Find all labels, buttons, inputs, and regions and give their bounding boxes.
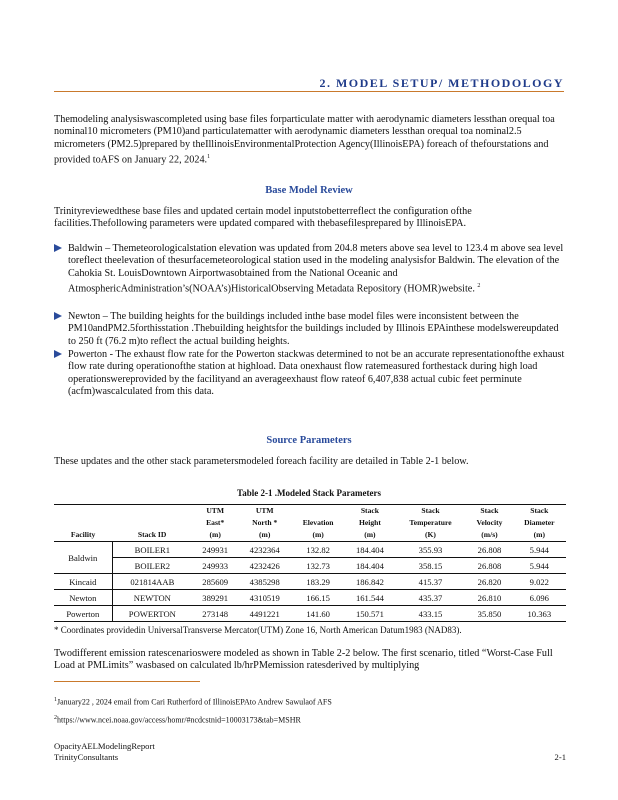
- bullet-powerton: [54, 349, 566, 398]
- table-cell: 273148: [192, 606, 238, 622]
- table-cell: 26.820: [466, 574, 512, 590]
- intro-text: Themodeling analysiswascompleted using base files forparticulate matter with aerodynamic diameters lessthan orequal toa nominal10 micrometers (PM10)and particulatematter with aerodynamic diameters lessthan orequal toa nominal2.5 micrometers (PM2.5)prepared by theIllinoisEnvironmentalProtection Agency(IllinoisEPA) foreach of thefourstations and provided toAFS on January 22, 2024.: [54, 114, 555, 166]
- base-model-review-text: Trinityreviewedthese base files and updated certain model inputstobetterreflect the configuration ofthe facilities.Thefollowing parameters were updated compared with thebasefilesprepared by IllinoisEPA.: [54, 206, 472, 230]
- header-cell: Velocity: [476, 518, 503, 527]
- table-cell: 6.096: [513, 590, 566, 606]
- table-row: [54, 606, 566, 622]
- header-cell: UTM: [192, 505, 238, 518]
- header-cell: [54, 505, 112, 518]
- table-cell: 4385298: [238, 574, 291, 590]
- header-cell: Facility: [54, 529, 112, 542]
- header-cell: Stack: [395, 505, 467, 518]
- table-cell: 021814AAB: [112, 574, 192, 590]
- intro-paragraph: [54, 114, 566, 167]
- facility-cell: Baldwin: [54, 542, 112, 574]
- header-cell: [112, 517, 192, 529]
- footer-report-name: OpacityAELModelingReport: [54, 741, 155, 751]
- footer-company: TrinityConsultants: [54, 752, 119, 762]
- header-cell: North *: [252, 518, 278, 527]
- table-cell: 132.73: [291, 558, 345, 574]
- table-cell: 9.022: [513, 574, 566, 590]
- bullet-newton: [54, 311, 566, 348]
- footnote-text: January22 , 2024 email from Cari Rutherford of IllinoisEPAto Andrew Sawulaof AFS: [57, 697, 332, 707]
- header-cell: Temperature: [409, 518, 452, 527]
- footnote-2: [54, 715, 301, 725]
- header-cell: Diameter: [524, 518, 555, 527]
- table-cell: 355.93: [395, 542, 467, 558]
- header-cell: Stack ID: [112, 529, 192, 542]
- table-row: [54, 590, 566, 606]
- table-cell: BOILER2: [112, 558, 192, 574]
- table-cell: 186.842: [345, 574, 395, 590]
- header-cell: East*: [206, 518, 225, 527]
- section-heading: 2. MODEL SETUP/ METHODOLOGY: [319, 76, 564, 90]
- closing-paragraph: Twodifferent emission ratescenarioswere modeled as shown in Table 2-2 below. The first scenario, titled “Worst-Case Full Load at PMLimits” wasbased on calculated lb/hrPMemission ratesderived by multiplying: [54, 648, 553, 672]
- header-cell: UTM: [238, 505, 291, 518]
- table-cell: NEWTON: [112, 590, 192, 606]
- table-cell: 184.404: [345, 558, 395, 574]
- footnote-number: 2: [54, 715, 57, 721]
- table-cell: 389291: [192, 590, 238, 606]
- footnote-1: [54, 697, 332, 707]
- header-cell: (m): [238, 529, 291, 542]
- header-cell: Stack: [513, 505, 566, 518]
- table-cell: 132.82: [291, 542, 345, 558]
- footnote-ref-2: 2: [477, 282, 481, 289]
- header-cell: (m): [291, 529, 345, 542]
- bullet-text: Newton – The building heights for the buildings included inthe base model files were inconsistent between the PM10andPM2.5forthisstation .Thebuilding heightsfor the buildings included by Illinois EPAinthese modelswereupdated to 250 ft (76.2 m)to reflect the actual building heights.: [68, 311, 559, 347]
- table-cell: 249933: [192, 558, 238, 574]
- arrow-bullet-icon: [54, 350, 62, 358]
- header-cell: (m): [345, 529, 395, 542]
- table-cell: 141.60: [291, 606, 345, 622]
- table-header-row: [54, 517, 566, 529]
- table-cell: 5.944: [513, 558, 566, 574]
- table-cell: 161.544: [345, 590, 395, 606]
- table-cell: 10.363: [513, 606, 566, 622]
- arrow-bullet-icon: [54, 244, 62, 252]
- footnote-rule: [54, 681, 200, 682]
- footnote-ref-1: 1: [207, 154, 211, 161]
- table-cell: 35.850: [466, 606, 512, 622]
- base-model-review-title: Base Model Review: [265, 185, 353, 196]
- header-cell: (m): [513, 529, 566, 542]
- page-number: 2-1: [554, 752, 566, 762]
- table-cell: 183.29: [291, 574, 345, 590]
- source-parameters-text: These updates and the other stack parametersmodeled foreach facility are detailed in Table 2-1 below.: [54, 456, 469, 467]
- stack-parameters-table: [54, 504, 566, 622]
- header-cell: Height: [358, 518, 381, 527]
- facility-cell: Newton: [54, 590, 112, 606]
- table-cell: 26.810: [466, 590, 512, 606]
- table-cell: 150.571: [345, 606, 395, 622]
- table-cell: 4491221: [238, 606, 291, 622]
- source-parameters-title: Source Parameters: [266, 435, 352, 446]
- table-cell: 358.15: [395, 558, 467, 574]
- header-cell: (m/s): [466, 529, 512, 542]
- table-cell: 433.15: [395, 606, 467, 622]
- header-cell: (m): [192, 529, 238, 542]
- table-cell: BOILER1: [112, 542, 192, 558]
- table-cell: 249931: [192, 542, 238, 558]
- table-row: [54, 542, 566, 558]
- table-cell: 4232426: [238, 558, 291, 574]
- facility-cell: Kincaid: [54, 574, 112, 590]
- bullet-text: Baldwin – Themeteorologicalstation elevation was updated from 204.8 meters above sea level to 123.4 m above sea level toreflect theelevation of thesurfacemeteorological station used in the modeling analysisfor Baldwin. The elevation of the Cahokia St. LouisDowntown Airportwasobtained from the National Oceanic and AtmosphericAdministration’s(NOAA’s)HistoricalObserving Metadata Repository (HOMR)website.: [68, 243, 564, 295]
- header-cell: [291, 505, 345, 518]
- header-cell: Stack: [466, 505, 512, 518]
- header-cell: Elevation: [302, 518, 334, 527]
- table-cell: 184.404: [345, 542, 395, 558]
- table-cell: 26.808: [466, 542, 512, 558]
- table-header-row: [54, 529, 566, 542]
- table-cell: POWERTON: [112, 606, 192, 622]
- bullet-text: Powerton - The exhaust flow rate for the Powerton stackwas determined to not be an accurate representationofthe exhaust flow rate during operationofthe station at highload. Data onexhaust flow ratemeasured forthestack during high load operationswereprovided by the facilityand an averageexhaust flow rateof 6,407,838 actual cubic feet perminute (acfm)wascalculated from this data.: [68, 349, 565, 397]
- table-title: Table 2-1 .Modeled Stack Parameters: [237, 488, 381, 498]
- footnote-link[interactable]: https://www.ncei.noaa.gov/access/homr/#ncdcstnid=10003173&tab=MSHR: [57, 715, 301, 725]
- table-row: [54, 558, 566, 574]
- bullet-baldwin: [54, 243, 566, 296]
- footnote-number: 1: [54, 697, 57, 703]
- table-cell: 415.37: [395, 574, 467, 590]
- table-cell: 285609: [192, 574, 238, 590]
- arrow-bullet-icon: [54, 312, 62, 320]
- facility-cell: Powerton: [54, 606, 112, 622]
- table-cell: 5.944: [513, 542, 566, 558]
- header-cell: (K): [395, 529, 467, 542]
- table-row: [54, 574, 566, 590]
- table-note: * Coordinates providedin UniversalTransverse Mercator(UTM) Zone 16, North American Datum1983 (NAD83).: [54, 625, 462, 635]
- table-cell: 435.37: [395, 590, 467, 606]
- header-cell: Stack: [345, 505, 395, 518]
- table-cell: 166.15: [291, 590, 345, 606]
- table-cell: 4310519: [238, 590, 291, 606]
- header-cell: [112, 505, 192, 518]
- table-cell: 4232364: [238, 542, 291, 558]
- heading-rule: [54, 91, 564, 92]
- header-cell: [54, 517, 112, 529]
- table-header-row: [54, 505, 566, 518]
- table-cell: 26.808: [466, 558, 512, 574]
